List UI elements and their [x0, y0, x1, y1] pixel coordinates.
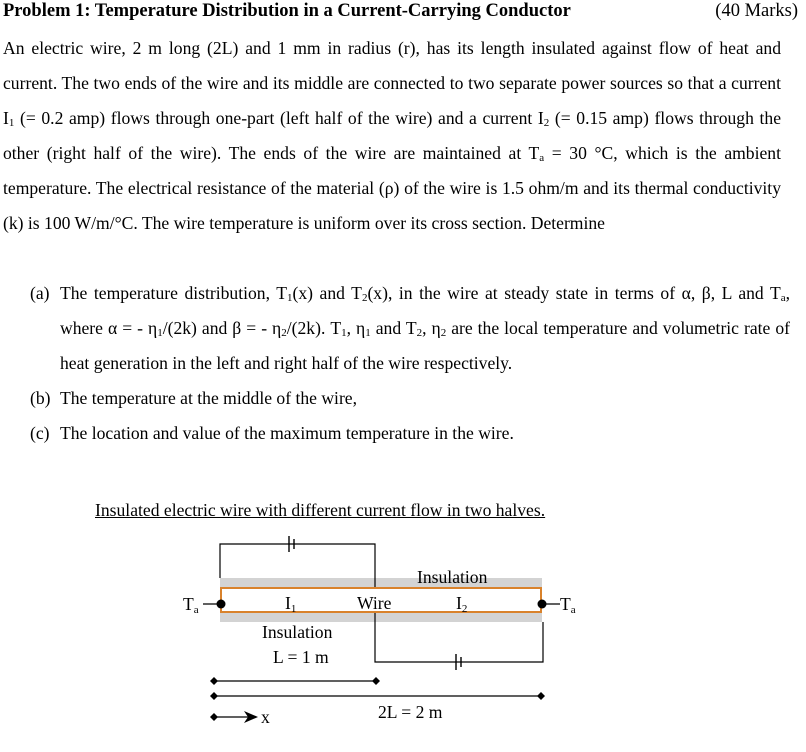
left-terminal-node [217, 600, 226, 609]
full-length-left-marker [210, 692, 218, 700]
item-label: (a) [30, 283, 50, 303]
text-run: The temperature at the middle of the wire, [60, 388, 358, 408]
text-run: , where α = - η [60, 283, 791, 338]
wire-label: Wire [357, 593, 392, 613]
subscript: 1 [8, 117, 15, 129]
insulation-top-band [220, 578, 542, 588]
full-length-label: 2L = 2 m [378, 702, 443, 722]
left-end-temp-label: Ta [183, 594, 199, 616]
subscript: 1 [157, 327, 163, 339]
insulation-top-label: Insulation [417, 567, 488, 587]
right-current-label: I2 [456, 593, 468, 615]
subscript: 1 [341, 327, 347, 339]
subscript: 1 [365, 327, 371, 339]
subscript: 2 [281, 327, 287, 339]
text-run: (= 0.15 amp) flows through the other (right half of the wire). The ends of the wire are maintained at T [3, 108, 781, 163]
subscript: 2 [361, 292, 368, 304]
x-axis-label: x [261, 707, 270, 727]
text-run: and T [370, 318, 417, 338]
figure-caption: Insulated electric wire with different current flow in two halves. [95, 500, 546, 520]
insulation-bottom-band [220, 612, 542, 622]
subscript: 2 [543, 117, 550, 129]
text-run: /(2k). T [286, 318, 342, 338]
left-current-label: I1 [285, 593, 297, 615]
subscript: 2 [440, 327, 447, 339]
half-length-label: L = 1 m [273, 647, 329, 667]
text-run: (x) and T [292, 283, 362, 303]
subscript: 2 [416, 327, 423, 339]
text-run: , η [422, 318, 441, 338]
text-run: An electric wire, 2 m long (2L) and 1 mm in radius (r), has its length insulated against flow of heat and current. The two ends of the wire and its middle are connected to two separate power sources so that a current I [3, 38, 781, 128]
text-run: , η [346, 318, 366, 338]
text-run: The temperature distribution, T [60, 283, 287, 303]
marks-label: (40 Marks) [715, 1, 798, 21]
item-label: (b) [30, 388, 51, 408]
text-run: /(2k) and β = - η [162, 318, 282, 338]
subscript: 1 [286, 292, 293, 304]
half-length-right-marker [372, 677, 380, 685]
insulation-bottom-label: Insulation [262, 622, 333, 642]
subscript: a [539, 152, 545, 164]
text-run: = 30 °C, which is the ambient temperature. The electrical resistance of the material (ρ) of the wire is 1.5 ohm/m and its thermal conductivity (k) is 100 W/m/°C. The wire temperature is uniform over its cross section. Determine [3, 143, 781, 233]
text-run: The location and value of the maximum temperature in the wire. [60, 423, 514, 443]
text-run: (x), in the wire at steady state in terms of α, β, L and T [367, 283, 781, 303]
problem-title: Problem 1: Temperature Distribution in a Current-Carrying Conductor [3, 1, 571, 21]
right-end-temp-label: Ta [560, 594, 576, 616]
text-run: are the local temperature and volumetric rate of heat generation in the left and right half of the wire respectively. [60, 318, 791, 373]
half-length-left-marker [210, 677, 218, 685]
subscript: a [780, 292, 786, 304]
full-length-right-marker [537, 692, 545, 700]
text-run: (= 0.2 amp) flows through one-part (left half of the wire) and a current I [14, 108, 544, 128]
item-label: (c) [30, 423, 50, 443]
right-terminal-node [538, 600, 547, 609]
